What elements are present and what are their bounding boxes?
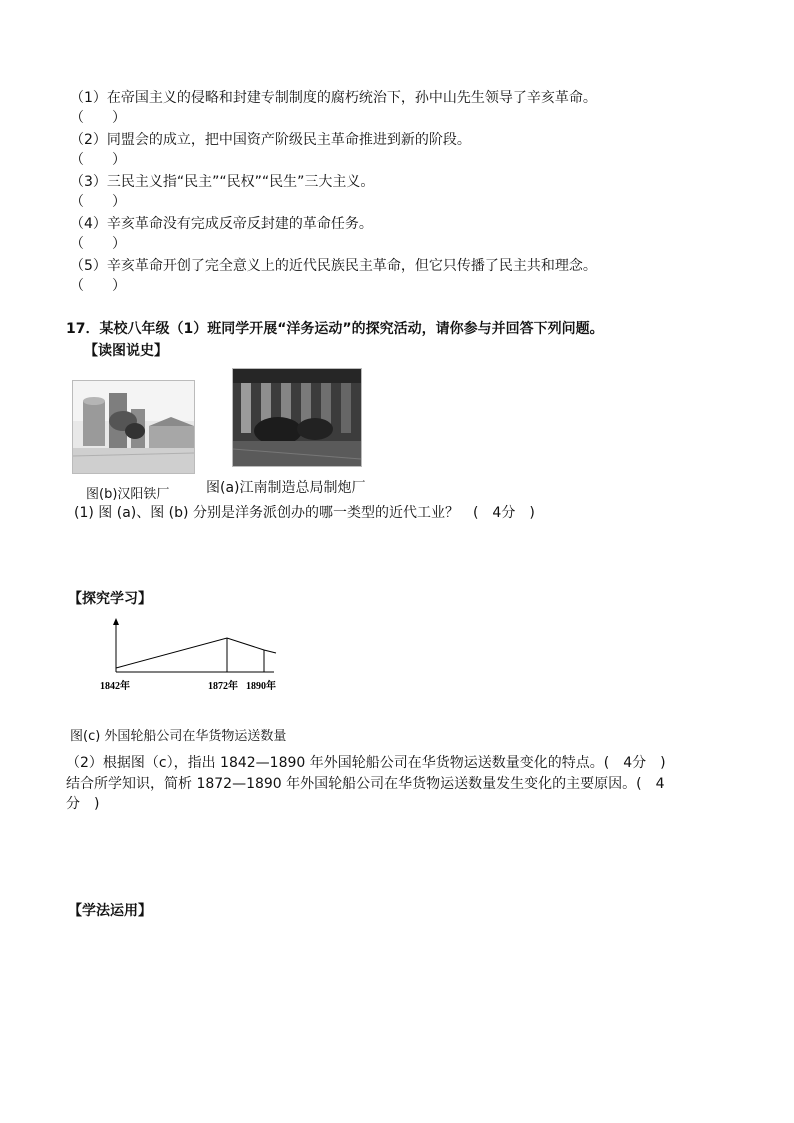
x-tick-1842: 1842年	[100, 681, 130, 692]
hanyang-ironworks-illustration	[73, 381, 194, 473]
question-17-sub-2-line-3: 分 )	[66, 796, 100, 812]
section-exploratory-learning: 【探究学习】	[68, 591, 152, 607]
shipping-volume-chart	[96, 616, 296, 698]
question-17-title: 17．某校八年级（1）班同学开展“洋务运动”的探究活动，请你参与并回答下列问题。	[66, 321, 604, 337]
question-17-sub-1: (1) 图 (a)、图 (b) 分别是洋务派创办的哪一类型的近代工业？ ( 4分 )	[74, 505, 535, 521]
jiangnan-arsenal-photo	[232, 368, 362, 467]
jiangnan-arsenal-illustration	[233, 369, 361, 466]
question-17-sub-2-line-1: （2）根据图（c），指出 1842—1890 年外国轮船公司在华货物运送数量变化的特点。( 4分 )	[66, 755, 666, 771]
judgment-2-text: （2）同盟会的成立，把中国资产阶级民主革命推进到新的阶段。	[70, 132, 471, 148]
judgment-1-text: （1）在帝国主义的侵略和封建专制制度的腐朽统治下，孙中山先生领导了辛亥革命。	[70, 90, 597, 106]
judgment-5-answer-paren: （ ）	[70, 278, 126, 294]
x-tick-1872: 1872年	[208, 681, 238, 692]
judgment-2-answer-paren: （ ）	[70, 152, 126, 168]
y-axis-arrow	[113, 618, 119, 625]
section-read-pictures: 【读图说史】	[84, 343, 168, 359]
section-applying-methods: 【学法运用】	[68, 903, 152, 919]
judgment-4-text: （4）辛亥革命没有完成反帝反封建的革命任务。	[70, 216, 373, 232]
caption-figure-b: 图(b)汉阳铁厂	[86, 487, 170, 502]
judgment-5-text: （5）辛亥革命开创了完全意义上的近代民族民主革命，但它只传播了民主共和理念。	[70, 258, 597, 274]
trend-line	[116, 638, 276, 668]
judgment-1-answer-paren: （ ）	[70, 110, 126, 126]
judgment-4-answer-paren: （ ）	[70, 236, 126, 252]
hanyang-ironworks-photo	[72, 380, 195, 474]
judgment-3-answer-paren: （ ）	[70, 194, 126, 210]
caption-figure-a: 图(a)江南制造总局制炮厂	[206, 480, 366, 496]
question-17-sub-2-line-2: 结合所学知识，简析 1872—1890 年外国轮船公司在华货物运送数量发生变化的主要原因。( 4	[66, 776, 665, 792]
x-tick-1890: 1890年	[246, 681, 276, 692]
judgment-3-text: （3）三民主义指“民主”“民权”“民生”三大主义。	[70, 174, 375, 190]
caption-figure-c: 图(c) 外国轮船公司在华货物运送数量	[70, 729, 287, 744]
